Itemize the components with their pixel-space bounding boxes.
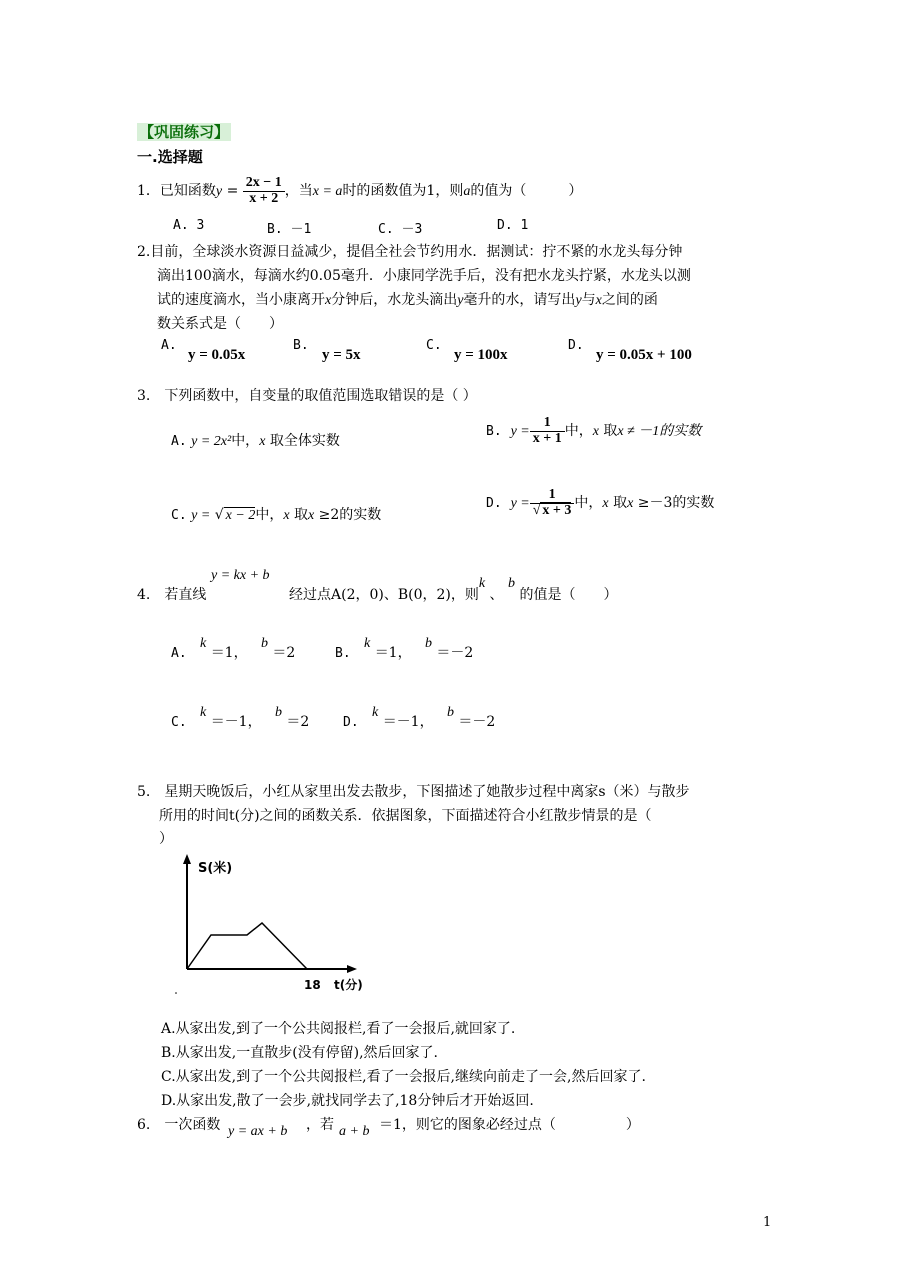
q2-line-2: 滴出100滴水，每滴水约0.05毫升．小康同学洗手后，没有把水龙头拧紧，水龙头以测 [157,268,691,284]
q3-option-c: C. y = √ x − 2中，x 取x ≥2的实数 [171,507,382,523]
q2-option-a-label: A. [161,338,177,353]
x-axis-arrow [347,965,357,973]
q1-option-c: C. －3 [378,222,423,237]
distance-curve [187,923,307,969]
graph-xlabel: t(分) [334,978,363,992]
q4-stem-mid: 经过点A(2，0)、B(0，2)，则k 、 b 的值是（ ） [289,576,618,603]
q1-option-a: A. 3 [173,218,205,233]
q5-option-b: B.从家出发,一直散步(没有停留),然后回家了. [161,1045,439,1061]
q4-option-a: A. k ＝1， b ＝2 [171,636,296,661]
q4-option-d: D. k ＝－1， b ＝－2 [343,705,496,730]
q2-line-3: 试的速度滴水，当小康离开x分钟后，水龙头滴出y毫升的水，请写出y与x之间的函 [157,292,658,308]
q5-option-a: A.从家出发,到了一个公共阅报栏,看了一会报后,就回家了. [161,1021,516,1037]
q6-stem-post: ＝1，则它的图象必经过点（ ） [379,1117,640,1133]
y-axis-arrow [183,854,191,864]
section-title: 【巩固练习】 [139,123,230,141]
q1-fraction: $\frac{2x - 1}{x + 2}$ [243,176,285,206]
q3-stem: 3. 下列函数中，自变量的取值范围选取错误的是（ ） [137,388,477,404]
q4-line-expr: y = kx + b [211,568,270,583]
q2-option-d-label: D. [568,338,584,353]
q2-option-d-expr: y = 0.05x + 100 [596,347,692,363]
question-1: 1．已知函数y = $\frac{2x - 1}{x + 2}$ ，当x = a时的函数值为1，则a的值为（ ） [137,174,583,206]
q3-option-a: A. y = 2x²中，x 取全体实数 [171,433,340,449]
q6-cond: a + b [339,1124,370,1139]
q5-graph [170,852,390,998]
q2-option-c-label: C. [426,338,442,353]
graph-xtick: 18 [304,978,321,992]
q5-line-3: ） [159,831,173,847]
q6-func: y = ax + b [228,1124,288,1139]
q2-line-1: 2.目前，全球淡水资源日益减少，提倡全社会节约用水．据测试：拧不紧的水龙头每分钟 [137,244,683,260]
q5-line-1: 5. 星期天晚饭后，小红从家里出发去散步，下图描述了她散步过程中离家s（米）与散步 [137,784,690,800]
q4-option-c: C. k ＝－1， b ＝2 [171,705,310,730]
q5-option-d: D.从家出发,散了一会步,就找同学去了,18分钟后才开始返回. [161,1093,534,1109]
q4-option-b: B. k ＝1， b ＝－2 [335,636,474,661]
q1-option-b: B. －1 [267,222,312,237]
q2-option-a-expr: y = 0.05x [188,347,246,363]
q1-option-d: D. 1 [497,218,529,233]
q6-stem-pre: 6. 一次函数 [137,1117,221,1133]
q2-option-c-expr: y = 100x [454,347,508,363]
q4-stem-pre: 4. 若直线 [137,587,207,603]
q3-option-d: D. y = $\frac{1}{√ x + 3}$ 中，x 取x ≥－3的实数 [486,486,715,518]
q3-option-b: B. y = $\frac{1}{x + 1}$ 中，x 取x ≠ －1的实数 [486,414,702,446]
q3-b-fraction: $\frac{1}{x + 1}$ [530,416,565,446]
q3-d-fraction: $\frac{1}{√ x + 3}$ [530,488,575,518]
q6-stem-mid: ，若 [306,1117,334,1133]
page-number: 1 [763,1215,772,1230]
q5-line-2: 所用的时间t(分)之间的函数关系．依据图象，下面描述符合小红散步情景的是（ [159,808,652,824]
q2-line-4: 数关系式是（ ） [157,316,283,332]
graph-ylabel: S(米) [198,861,233,876]
q5-option-c: C.从家出发,到了一个公共阅报栏,看了一会报后,继续向前走了一会,然后回家了. [161,1069,646,1085]
section-subtitle: 一.选择题 [137,148,203,166]
q2-option-b-label: B. [293,338,309,353]
q2-option-b-expr: y = 5x [322,347,361,363]
graph-dot [175,992,177,994]
